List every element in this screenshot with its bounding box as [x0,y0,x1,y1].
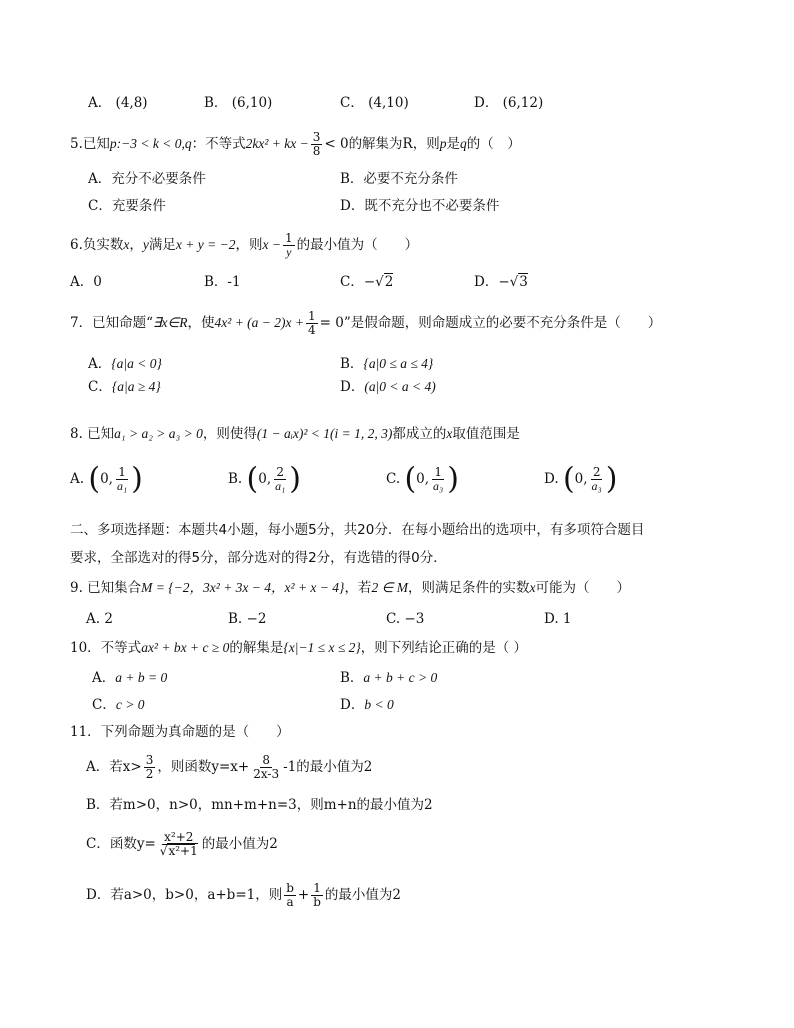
q5-option-d: D．既不充分也不必要条件 [340,198,500,214]
math-expr: (1 − aᵢx)² < 1(i = 1, 2, 3) [256,426,393,441]
q8-option-c: C. (0, $\frac{1}{\text{a₃}}$ ) [386,461,459,497]
option-value: a + b + c > 0 [363,670,438,685]
fraction [115,466,129,493]
interval-start: 0, [100,471,113,487]
option-label: C． [88,379,112,395]
option-label: C． [92,697,116,713]
denominator: a₁ [275,479,286,493]
option-value: {a|a ≥ 4} [111,379,161,394]
q7-option-d [340,377,436,397]
stem-text: 可能为（ ） [535,580,630,596]
numerator: 8 [262,753,270,767]
q9-option-c: C. −3 [386,611,425,627]
q9-option-a: A. 2 [86,611,113,627]
q7-stem [70,310,661,337]
numerator: 1 [313,881,321,895]
option-value: (6,12) [502,95,544,111]
q4-option-c [340,93,409,113]
math-expr: {x|−1 ≤ x ≤ 2} [283,640,361,655]
fraction: $\frac{\text{x²+2}}{\text{√x²+1}}$ [159,830,198,858]
option-text: ，则函数y=x+ [157,759,250,775]
denominator: b [313,895,321,909]
q10-option-c [92,695,144,715]
stem-text: ，使 [187,315,215,331]
interval-start: 0, [574,471,588,487]
q10-option-a [92,668,167,688]
q5-option-a: A．充分不必要条件 [88,171,206,187]
option-label: B． [340,670,364,686]
q9-stem [70,578,630,598]
stem-text: 取值范围是 [452,426,520,442]
radicand: 3 [519,274,528,290]
interval-start: 0, [258,471,272,487]
numerator: 1 [284,231,293,245]
fraction [306,310,318,337]
denominator: a [286,895,294,909]
math-expr: M = {−2，3x² + 3x − 4，x² + x − 4} [141,580,345,595]
fraction [311,882,323,909]
minus-sign: − [363,274,376,290]
option-text: 的最小值为2 [324,887,401,903]
numerator: 1 [434,465,442,479]
option-value: (6,10) [231,95,273,111]
option-label: A. [70,471,85,487]
math-expr: x − [262,237,281,252]
q5-option-c: C．充要条件 [88,198,166,214]
q7-option-b [340,354,433,374]
fraction [311,131,323,158]
q7-option-a [88,354,162,374]
option-label: B． [204,274,228,290]
denominator: a₃ [433,479,444,493]
math-expr: < 0 [324,136,349,152]
q5-option-b: B．必要不充分条件 [340,171,458,187]
option-label: D． [474,95,499,111]
numerator: 2 [592,465,601,479]
option-value: {a|0 ≤ a ≤ 4} [363,356,434,371]
option-label: A． [70,274,94,290]
stem-text: 满足 [148,237,176,253]
stem-text: ：不等式 [191,136,246,152]
stem-text: 是 [446,136,460,152]
q4-option-a [88,93,148,113]
numerator: b [286,881,294,895]
numerator: 2 [276,465,285,479]
option-text: A．若x> [86,759,142,775]
option-value: (4,10) [368,95,409,111]
q9-option-d: D. 1 [544,611,572,627]
option-label: C． [340,95,364,111]
option-value: a + b = 0 [115,670,168,685]
stem-text: 的解集为R，则 [348,136,440,152]
option-label: D. [544,471,559,487]
q8-option-a: A. (0, $\frac{1}{\text{a₁}}$ ) [70,461,143,497]
math-expr: p:−3 < k < 0,q [109,136,192,151]
stem-text: 8. 已知 [70,426,115,442]
fraction [431,466,445,493]
q11-stem: 11．下列命题为真命题的是（ ） [70,724,290,740]
q11-option-b: B．若m>0，n>0，mn+m+n=3，则m+n的最小值为2 [86,797,433,813]
option-value: b < 0 [364,697,394,712]
option-label: A． [88,95,112,111]
stem-text: 7．已知命题“ [70,315,153,331]
numerator: 3 [145,753,154,767]
numerator: 1 [118,465,126,479]
stem-text: 的解集是 [229,640,284,656]
option-value: (4,8) [115,95,148,111]
q11-option-a [86,752,372,782]
math-var: x [123,237,130,252]
stem-text: ，则满足条件的实数 [407,580,530,596]
math-var: x [529,580,536,595]
denominator: a₁ [116,479,128,493]
option-value: 0 [93,274,102,290]
q8-option-b: B. (0, $\frac{2}{\text{a₁}}$ ) [228,461,302,497]
option-label: B． [340,356,364,372]
q11-option-c [86,826,278,862]
q8-option-d: D. (0, $\frac{2}{\text{a₃}}$ ) [544,461,618,497]
plus-sign: + [297,887,310,903]
fraction [283,232,295,259]
option-text: D．若a>0，b>0，a+b=1，则 [86,887,283,903]
stem-text: ，则 [235,237,263,253]
section-heading-line-2: 要求，全部选对的得5分，部分选对的得2分，有选错的得0分． [70,550,447,566]
denominator: 2x-3 [253,767,280,781]
stem-text: 9. 已知集合 [70,580,142,596]
q6-stem [70,232,418,259]
q6-option-a [70,272,102,292]
option-label: C． [340,274,364,290]
option-label: D． [340,379,365,395]
math-expr: = 0 [319,315,344,331]
stem-text: 的最小值为（ ） [296,237,419,253]
minus-sign: − [498,274,510,290]
fraction [251,754,281,781]
stem-text: ，则下列结论正确的是（ ） [360,640,528,656]
stem-text: ，则使得 [202,426,257,442]
option-label: C. [386,471,401,487]
denominator: a₃ [591,479,602,493]
option-value: {a|a < 0} [111,356,162,371]
option-label: B． [204,95,228,111]
numerator: 1 [308,309,316,323]
stem-text: 5.已知 [70,136,110,152]
q6-option-c: C．−√2 [340,274,394,290]
numerator: x²+2 [164,830,194,844]
q6-option-d: D．−√3 [474,274,528,290]
stem-text: 10．不等式 [70,640,142,656]
option-value: -1 [227,274,241,290]
math-expr: 2 ∈ M [371,580,408,595]
stem-text: 都成立的 [392,426,447,442]
math-expr: ax² + bx + c ≥ 0 [141,640,230,655]
stem-text: 6.负实数 [70,237,124,253]
denominator: y [286,245,292,259]
q10-stem [70,638,527,658]
q7-option-c [88,377,161,397]
denominator: x²+1 [168,844,198,858]
radicand: 2 [384,274,394,290]
denominator: 8 [312,144,321,158]
q11-option-d [86,880,401,910]
option-label: B. [228,471,243,487]
q6-option-b [204,272,241,292]
denominator: 2 [145,767,154,781]
fraction [144,754,156,781]
interval-start: 0, [416,471,430,487]
q9-option-b: B. −2 [228,611,267,627]
q10-option-d [340,695,394,715]
math-expr: x + y = −2 [175,237,236,252]
stem-text: ，若 [344,580,372,596]
math-var: q [459,136,467,151]
option-label: D． [474,274,499,290]
fraction [590,466,604,493]
math-expr: 4x² + (a − 2)x + [214,315,305,330]
option-value: (a|0 < a < 4) [364,379,436,394]
math-var: x [446,426,453,441]
option-value: c > 0 [115,697,145,712]
stem-text: 的（ ） [466,136,521,152]
stem-text: ， [129,237,143,253]
stem-text: ”是假命题，则命题成立的必要不充分条件是（ ） [343,315,662,331]
q10-option-b [340,668,437,688]
option-text: -1的最小值为2 [283,759,373,775]
section-heading-line-1: 二、多项选择题：本题共4小题，每小题5分，共20分．在每小题给出的选项中，有多项符合题目 [70,522,645,538]
math-expr: ∃x∈R [153,315,188,330]
denominator: 4 [308,323,316,337]
math-expr: 2kx² + kx − [245,136,309,151]
numerator: 3 [312,130,321,144]
q4-option-b [204,93,272,113]
q5-stem [70,131,521,158]
q4-option-d [474,93,543,113]
math-var: y [142,237,149,252]
option-text: C．函数y= [86,836,156,852]
fraction [273,466,287,493]
math-expr: a₁ > a₂ > a₃ > 0 [114,426,203,441]
q8-stem [70,424,520,444]
math-var: p [439,136,447,151]
fraction [284,882,296,909]
option-text: 的最小值为2 [201,836,278,852]
option-label: A． [92,670,116,686]
option-label: A． [88,356,112,372]
option-label: D． [340,697,365,713]
